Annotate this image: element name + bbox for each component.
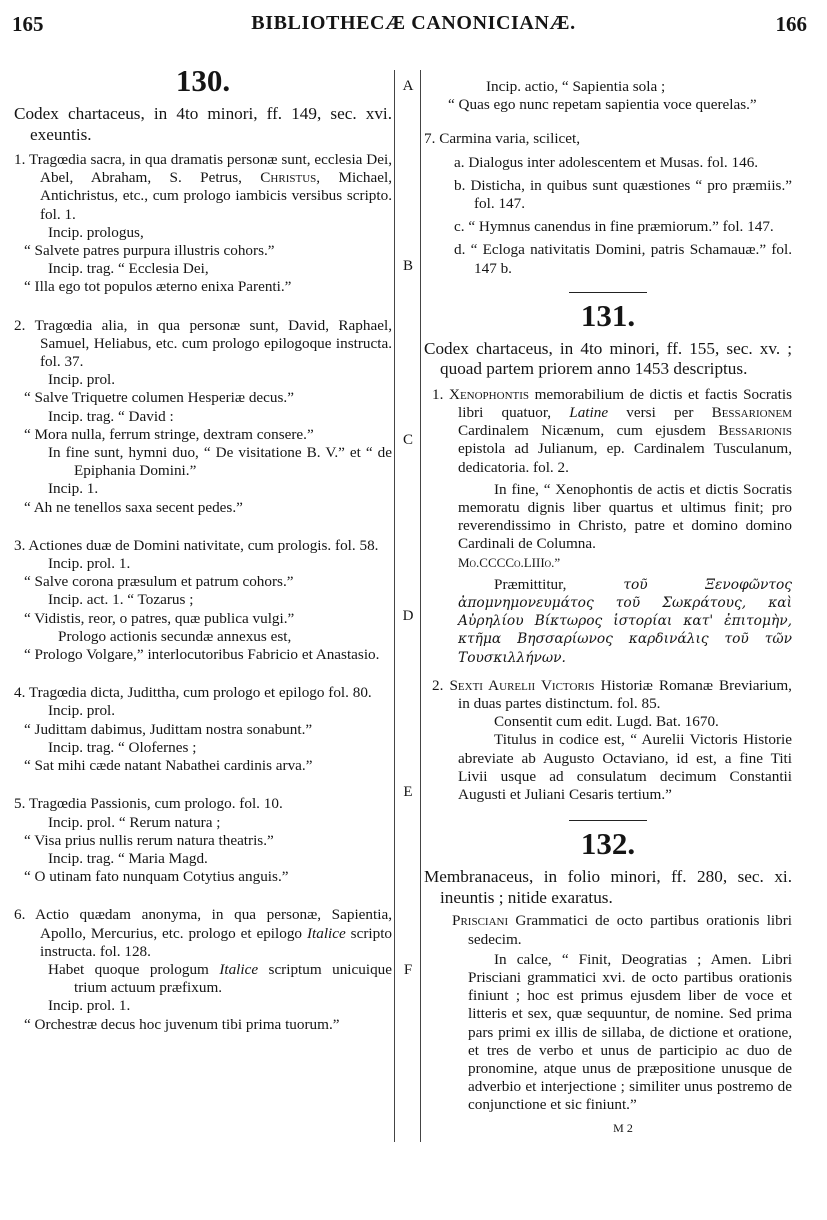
margin-letter-d: D: [402, 608, 414, 624]
item-5: 5. Tragœdia Passionis, cum prologo. fol. 10.: [14, 795, 283, 813]
margin-letter-f: F: [403, 962, 413, 978]
item-line: Incip. prol.: [48, 371, 116, 389]
item-line: “ Mora nulla, ferrum stringe, dextram consere.”: [24, 425, 314, 443]
item-line: Titulus in codice est, “ Aurelii Victoris Historie abreviate ab Augusto Octaviano, id est, a fine Titi Livii usque ad consulatum decimum Constantii Augusti et Juliani Cesaris tertium.”: [458, 731, 792, 804]
item-131-1: 1. Xenophontis memorabilium de dictis et factis Socratis libri quatuor, Latine versi per Bessarionem Cardinalem Nicænum, cum ejusdem Bessarionis epistola ad Julianum, ep. Cardinalem Tusculanum, dedicatoria. fol. 2.: [432, 385, 793, 476]
item-line: “ Orchestræ decus hoc juvenum tibi prima tuorum.”: [24, 1015, 340, 1033]
item-line: Consentit cum edit. Lugd. Bat. 1670.: [494, 713, 719, 731]
margin-letter-c: C: [402, 432, 413, 448]
item-line: “ Vidistis, reor, o patres, quæ publica vulgi.”: [24, 609, 295, 627]
item-line: Incip. act. 1. “ Tozarus ;: [48, 591, 194, 609]
item-line: Incip. 1.: [48, 480, 99, 498]
item-line: In fine, “ Xenophontis de actis et dictis Socratis memoratu dignis liber quartus et ultimus finit; pro reverendissimo in Christo, patre et domino domino Cardinali de Columna.: [458, 480, 792, 553]
right-page-number: 166: [775, 12, 807, 36]
item-line: Habet quoque prologum Italice scriptum unicuique trium actuum præfixum.: [48, 960, 392, 997]
signature-mark: M 2: [613, 1120, 633, 1135]
entry-description-130: Codex chartaceus, in 4to minori, ff. 149, sec. xvi. exeuntis.: [14, 104, 392, 144]
running-title: BIBLIOTHECÆ CANONICIANÆ.: [251, 12, 576, 34]
item-line: Incip. trag. “ Ecclesia Dei,: [48, 260, 209, 278]
item-131-2: 2. Sexti Aurelii Victoris Historiæ Romanæ Breviarium, in duas partes distinctum. fol. 85.: [432, 676, 792, 713]
continued-line: “ Quas ego nunc repetam sapientia voce querelas.”: [448, 96, 757, 114]
item-line: Prologo actionis secundæ annexus est,: [58, 627, 292, 645]
sub-item-a: a. Dialogus inter adolescentem et Musas. fol. 146.: [454, 153, 759, 171]
column-rule-left: [394, 70, 395, 1142]
entry-number-130: 130.: [175, 63, 231, 98]
item-line: “ Illa ego tot populos æterno enixa Parenti.”: [24, 278, 292, 296]
item-line: “ Sat mihi cæde natant Nabathei cardinis arva.”: [24, 757, 313, 775]
item-line: Præmittitur, τοῦ Ξενοφῶντος ἀπομνημονευμάτος τοῦ Σωκράτους, καὶ Αὐρηλίου Βίκτωρος ἱστορίαι κατ' ἐπιτομὴν, κτῆμα Βησσαρίωνος καρδινάλις τοῦ τῶν Τουσκιλλήνων.: [458, 575, 793, 666]
item-4: 4. Tragœdia dicta, Judittha, cum prologo et epilogo fol. 80.: [14, 684, 372, 702]
item-132-1: Prisciani Grammatici de octo partibus orationis libri sedecim.: [452, 912, 793, 948]
sub-item-d: d. “ Ecloga nativitatis Domini, patris Schamauæ.” fol. 147 b.: [454, 241, 792, 277]
margin-letter-b: B: [402, 258, 413, 274]
item-line: Incip. trag. “ Maria Magd.: [48, 849, 208, 867]
section-rule: [569, 292, 647, 293]
entry-number-132: 132.: [580, 826, 636, 862]
item-2: 2. Tragœdia alia, in qua personæ sunt, David, Raphael, Samuel, Heliabus, etc. cum prologo epilogoque instructa. fol. 37.: [14, 316, 392, 371]
item-3: 3. Actiones duæ de Domini nativitate, cum prologis. fol. 58.: [14, 536, 379, 554]
item-line: Incip. prol. 1.: [48, 997, 131, 1015]
item-6: 6. Actio quædam anonyma, in qua personæ, Sapientia, Apollo, Mercurius, etc. prologo et epilogo Italice scripto instructa. fol. 128.: [14, 906, 393, 960]
item-line: “ Judittam dabimus, Judittam nostra sonabunt.”: [24, 720, 313, 738]
item-line: “ Visa prius nullis rerum natura theatris.”: [24, 831, 274, 849]
margin-letter-e: E: [403, 784, 413, 800]
entry-number-131: 131.: [580, 297, 636, 333]
left-page-number: 165: [12, 12, 44, 36]
item-line: Mo.CCCCo.LIIIo.”: [458, 554, 561, 570]
item-1: 1. Tragœdia sacra, in qua dramatis personæ sunt, ecclesia Dei, Abel, Abraham, S. Petrus, Christus, Michael, Antichristus, etc., cum prologo iambicis versibus scripto. fol. 1.: [14, 151, 393, 223]
item-line: “ Salve corona præsulum et patrum cohors.”: [24, 573, 294, 591]
item-line: Incip. prologus,: [48, 223, 144, 241]
item-line: In calce, “ Finit, Deogratias ; Amen. Libri Prisciani grammatici xvi. de octo partibus orationis finiunt ; hoc est primus ejusdem liber de voce et litteris et sex, quæ sequuntur, de nomine. Sed prima pars primi ex illis de sillaba, de dictione et oratione, et tres de verbo et unus de participio ac duo de pronomine, atque unus de præpositione unusque de adverbio et interjectione ; similiter unus postremo de conjunctione et sic finiunt.”: [468, 950, 792, 1114]
item-line: “ Ah ne tenellos saxa secent pedes.”: [24, 498, 243, 516]
item-line: Incip. prol.: [48, 702, 116, 720]
column-rule-right: [420, 70, 421, 1142]
item-line: Incip. prol. “ Rerum natura ;: [48, 813, 221, 831]
item-line: Incip. trag. “ Olofernes ;: [48, 738, 197, 756]
right-column: [424, 78, 792, 1148]
continued-line: Incip. actio, “ Sapientia sola ;: [486, 78, 666, 95]
item-line: Incip. prol. 1.: [48, 555, 131, 573]
item-line: “ Salvete patres purpura illustris cohors.”: [24, 242, 275, 260]
item-line: In fine sunt, hymni duo, “ De visitatione B. V.” et “ de Epiphania Domini.”: [48, 444, 392, 480]
item-7: 7. Carmina varia, scilicet,: [424, 130, 581, 148]
margin-letter-a: A: [402, 78, 414, 94]
entry-description-131: Codex chartaceus, in 4to minori, ff. 155, sec. xv. ; quoad partem priorem anno 1453 descriptus.: [424, 338, 792, 379]
item-line: “ Prologo Volgare,” interlocutoribus Fabricio et Anastasio.: [24, 646, 380, 664]
left-column: [14, 62, 392, 1034]
sub-item-b: b. Disticha, in quibus sunt quæstiones “ pro præmiis.” fol. 147.: [454, 176, 792, 213]
section-rule: [569, 820, 647, 821]
item-line: “ O utinam fato nunquam Cotytius anguis.”: [24, 868, 289, 886]
item-line: Incip. trag. “ David :: [48, 407, 174, 425]
item-line: “ Salve Triquetre columen Hesperiæ decus.”: [24, 389, 294, 407]
sub-item-c: c. “ Hymnus canendus in fine præmiorum.” fol. 147.: [454, 218, 774, 236]
entry-description-132: Membranaceus, in folio minori, ff. 280, sec. xi. ineuntis ; nitide exaratus.: [424, 867, 792, 907]
margin-letters: [398, 78, 418, 1078]
greek-text: τοῦ Ξενοφῶντος ἀπομνημονευμάτος τοῦ Σωκράτους, καὶ Αὐρηλίου Βίκτωρος ἱστορίαι κατ' ἐπιτομὴν, κτῆμα Βησσαρίωνος καρδινάλις τοῦ τῶν Τουσκιλλήνων.: [458, 576, 793, 666]
running-header: [0, 12, 827, 42]
